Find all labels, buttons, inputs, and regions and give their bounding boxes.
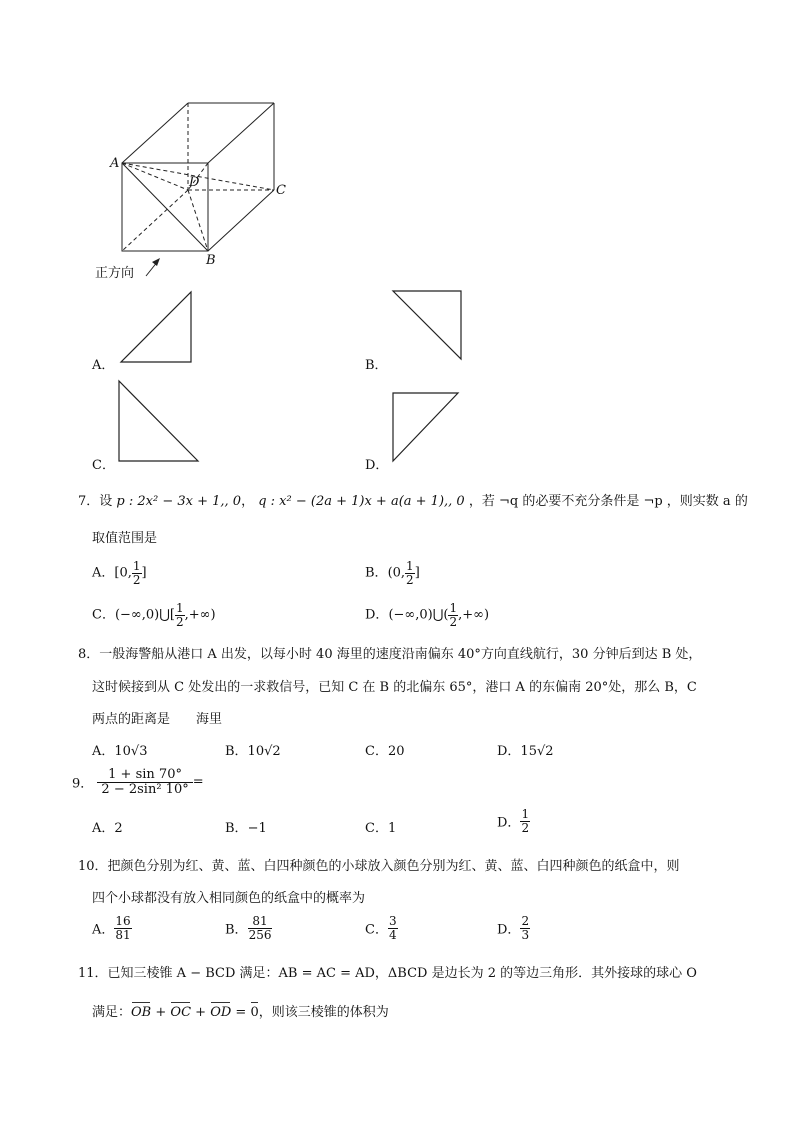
q8-option-d: D．15√2 — [497, 744, 554, 759]
q9-option-d: D． $\frac{1}{2}$ — [497, 807, 530, 835]
q9-expression: 9． $\frac{1 + \sin 70^\circ}{\text{2 − 2sin² 10°}}$ = — [72, 767, 204, 797]
label-c: C — [276, 183, 286, 198]
vector-oc: OC — [170, 1005, 192, 1020]
q10-option-d: D． $\frac{2}{3}$ — [497, 914, 530, 942]
q7-q-expr: q : x² − (2a + 1)x + a(a + 1),, 0 — [258, 494, 465, 509]
option-shapes — [119, 291, 461, 461]
q7-line2: 取值范围是 — [92, 531, 158, 546]
q6-option-b: B． — [365, 358, 388, 373]
q10-line1: 10．把颜色分别为红、黄、蓝、白四种颜色的小球放入颜色分别为红、黄、蓝、白四种颜色的纸盒中，则 — [78, 859, 680, 874]
vector-od: OD — [210, 1005, 232, 1020]
option-d-triangle — [393, 393, 458, 461]
q7-line1: 7．设 p : 2x² − 3x + 1,, 0， q : x² − (2a + 1)x + a(a + 1),, 0 ，若 ¬q 的必要不充分条件是 ¬p ，则实数 a 的 — [78, 494, 748, 509]
q10-line2: 四个小球都没有放入相同颜色的纸盒中的概率为 — [92, 891, 366, 906]
q8-option-a: A．10√3 — [92, 744, 148, 759]
q6-option-c: C． — [92, 458, 115, 473]
q9-option-c: C．1 — [365, 821, 397, 836]
label-b: B — [206, 253, 216, 268]
q6-option-d: D． — [365, 458, 389, 473]
q10-option-a: A． $\frac{16}{81}$ — [92, 914, 131, 942]
q7-option-c: C．(−∞,0)⋃[ $\frac{1}{2}$ ,+∞) — [92, 601, 216, 629]
vector-ob: OB — [131, 1005, 152, 1020]
zero-vector: 0 — [250, 1005, 259, 1020]
option-b-triangle — [393, 291, 461, 359]
q9-number: 9． — [72, 776, 94, 792]
option-a-triangle — [121, 292, 191, 362]
q8-option-b: B．10√2 — [225, 744, 281, 759]
q7-p-expr: p : 2x² − 3x + 1,, 0 — [116, 494, 242, 509]
q10-option-c: C． $\frac{3}{4}$ — [365, 914, 397, 942]
label-a: A — [110, 156, 120, 171]
q8-line1: 8．一般海警船从港口 A 出发，以每小时 40 海里的速度沿南偏东 40°方向直线航行，30 分钟后到达 B 处， — [78, 647, 702, 662]
q8-line2: 这时候接到从 C 处发出的一求救信号，已知 C 在 B 的北偏东 65°，港口 A 的东偏南 20°处，那么 B，C — [92, 680, 697, 695]
option-c-triangle — [119, 381, 198, 461]
direction-label: 正方向 — [95, 266, 135, 281]
q8-option-c: C．20 — [365, 744, 405, 759]
q9-option-a: A．2 — [92, 821, 123, 836]
q11-line2: 满足：OB + OC + OD = 0，则该三棱锥的体积为 — [92, 1005, 389, 1020]
q9-option-b: B．−1 — [225, 821, 267, 836]
q8-line3: 两点的距离是 海里 — [92, 712, 223, 727]
q11-line1: 11．已知三棱锥 A − BCD 满足：AB = AC = AD，ΔBCD 是边长为 2 的等边三角形．其外接球的球心 O — [78, 966, 697, 981]
q7-suffix: ，若 ¬q 的必要不充分条件是 ¬p ，则实数 a 的 — [468, 494, 748, 509]
q10-option-b: B． $\frac{81}{256}$ — [225, 914, 272, 942]
q7-option-a: A．[0, $\frac{1}{2}$ ] — [92, 559, 147, 587]
q7-option-d: D．(−∞,0)⋃( $\frac{1}{2}$ ,+∞) — [365, 601, 490, 629]
label-d: D — [189, 175, 200, 190]
q7-option-b: B．(0, $\frac{1}{2}$ ] — [365, 559, 420, 587]
q6-option-a: A． — [92, 358, 115, 373]
q7-prefix: 7．设 — [78, 494, 113, 509]
